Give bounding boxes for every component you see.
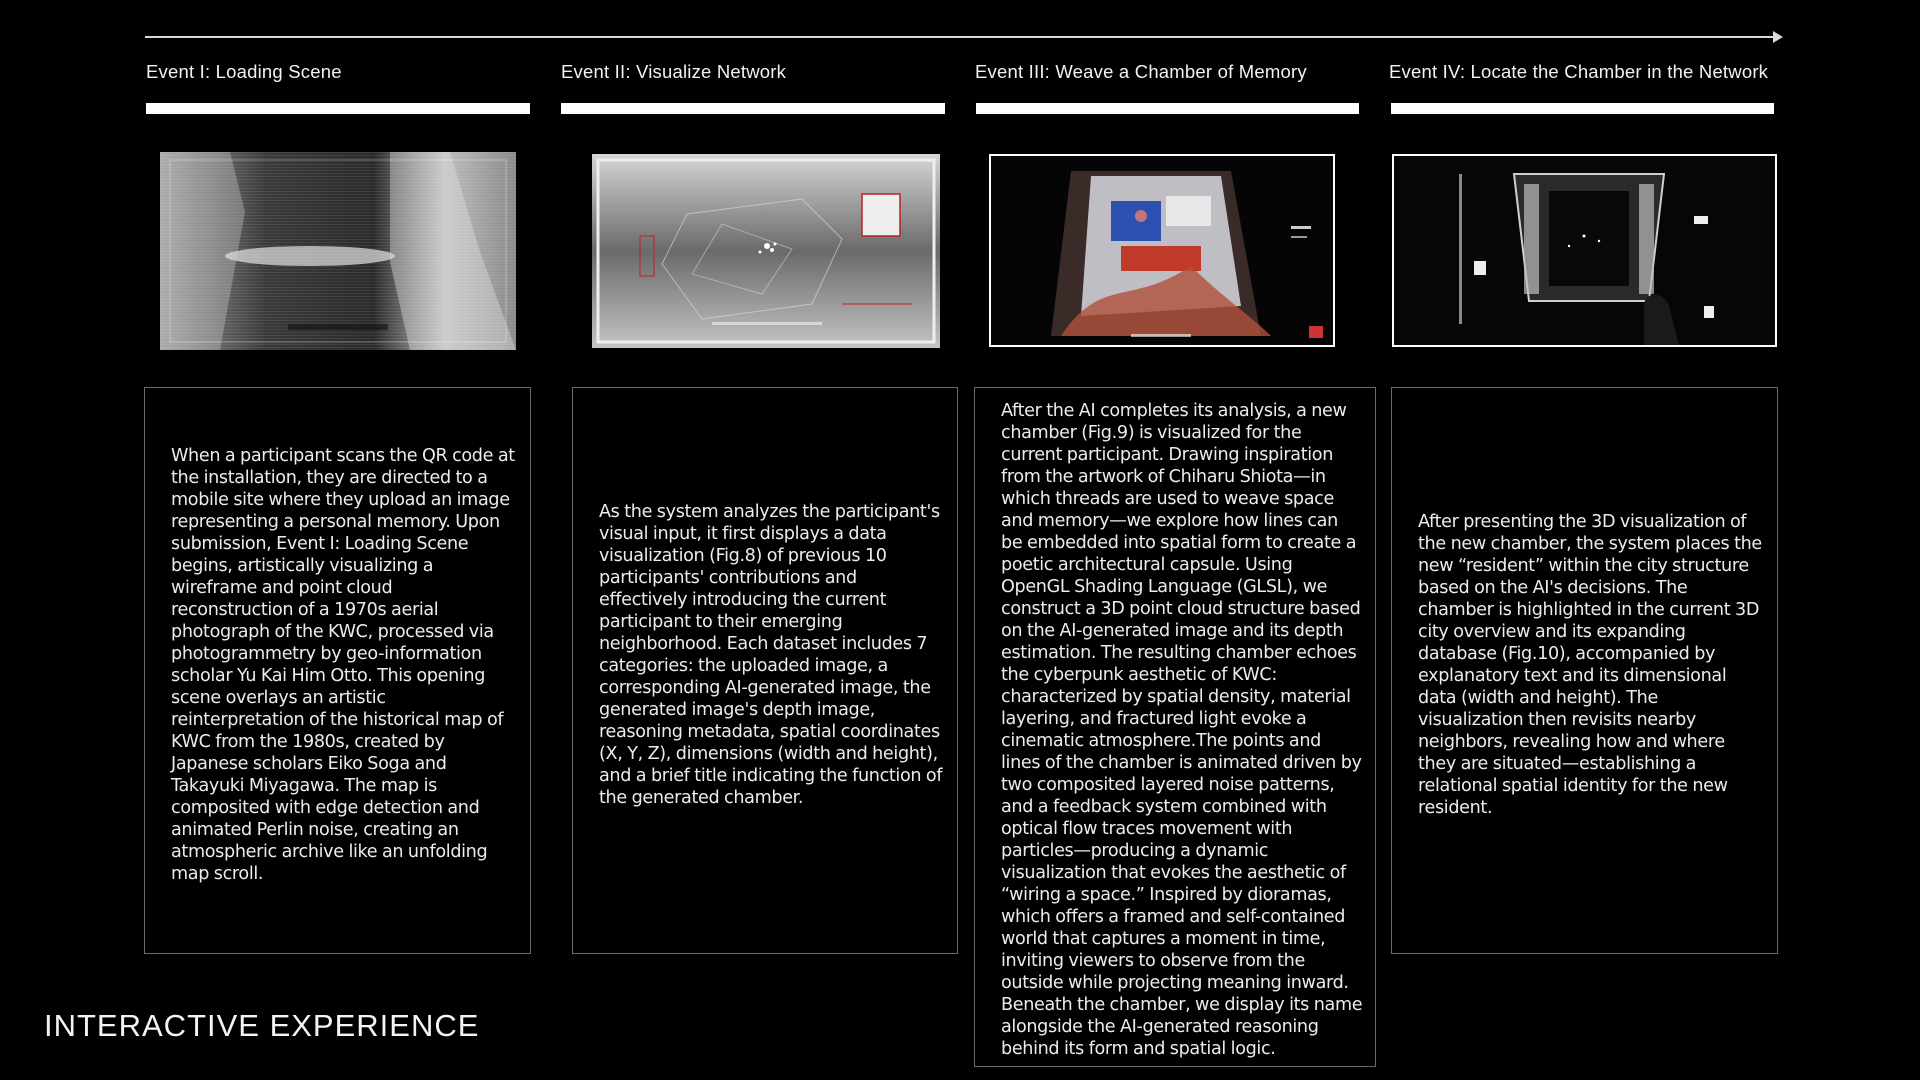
section-title: INTERACTIVE EXPERIENCE bbox=[44, 1008, 480, 1043]
event-4-bar bbox=[1391, 103, 1774, 114]
event-2-textbox bbox=[572, 387, 958, 954]
event-4-title: Event IV: Locate the Chamber in the Network bbox=[1389, 61, 1769, 82]
event-1-title: Event I: Loading Scene bbox=[146, 61, 342, 82]
arrow-head-icon bbox=[1773, 31, 1783, 43]
event-3-image bbox=[989, 154, 1335, 347]
event-1-textbox bbox=[144, 387, 531, 954]
event-1-description: When a participant scans the QR code at the installation, they are directed to a mobile site where they upload an image representing a personal memory. Upon submission, Event I: Loading Scene begins, artistically visualizing a wireframe and point cloud reconstruction of a 1970s aerial photograph of the KWC, processed via photogrammetry by geo-information scholar Yu Kai Him Otto. This opening scene overlays an artistic reinterpretation of the historical map of KWC from the 1980s, created by Japanese scholars Eiko Soga and Takayuki Miyagawa. The map is composited with edge detection and animated Perlin noise, creating an atmospheric archive like an unfolding map scroll. bbox=[171, 446, 515, 884]
event-3-title: Event III: Weave a Chamber of Memory bbox=[975, 61, 1307, 82]
event-4-textbox bbox=[1391, 387, 1778, 954]
event-4-image bbox=[1392, 154, 1777, 347]
event-2-title: Event II: Visualize Network bbox=[561, 61, 787, 82]
event-3-description: After the AI completes its analysis, a new chamber (Fig.9) is visualized for the current participant. Drawing inspiration from the artwork of Chiharu Shiota—in which threads are used to weave space and memory—we explore how lines can be embedded into spatial form to create a poetic architectural capsule. Using OpenGL Shading Language (GLSL), we construct a 3D point cloud structure based on the AI-generated image and its depth estimation. The resulting chamber echoes the cyberpunk aesthetic of KWC: characterized by spatial density, material layering, and fractured light evoke a cinematic atmosphere.The points and lines of the chamber is animated driven by two composited layered noise patterns, and a feedback system combined with optical flow traces movement with particles—producing a dynamic visualization that evokes the aesthetic of “wiring a space.” Inspired by dioramas, which offers a framed and self-contained world that captures a moment in time, inviting viewers to observe from the outside while projecting meaning inward. Beneath the chamber, we display its name alongside the AI-generated reasoning behind its form and spatial logic. bbox=[1001, 401, 1363, 1059]
event-1-image bbox=[160, 152, 516, 350]
event-3-bar bbox=[976, 103, 1359, 114]
event-2-image bbox=[592, 154, 940, 348]
event-4-description: After presenting the 3D visualization of the new chamber, the system places the new “resident” within the city structure based on the AI's decisions. The chamber is highlighted in the current 3D city overview and its expanding database (Fig.10), accompanied by explanatory text and its dimensional data (width and height). The visualization then revisits nearby neighbors, revealing how and where they are situated—establishing a relational spatial identity for the new resident. bbox=[1418, 512, 1762, 818]
event-3-textbox bbox=[974, 387, 1376, 1067]
event-1-bar bbox=[146, 103, 530, 114]
timeline-arrow bbox=[145, 36, 1775, 38]
event-2-description: As the system analyzes the participant's visual input, it first displays a data visualization (Fig.8) of previous 10 participants' contributions and effectively introducing the current participant to their emerging neighborhood. Each dataset includes 7 categories: the uploaded image, a corresponding AI-generated image, the generated image's depth image, reasoning metadata, spatial coordinates (X, Y, Z), dimensions (width and height), and a brief title indicating the function of the generated chamber. bbox=[599, 502, 943, 808]
event-2-bar bbox=[561, 103, 945, 114]
